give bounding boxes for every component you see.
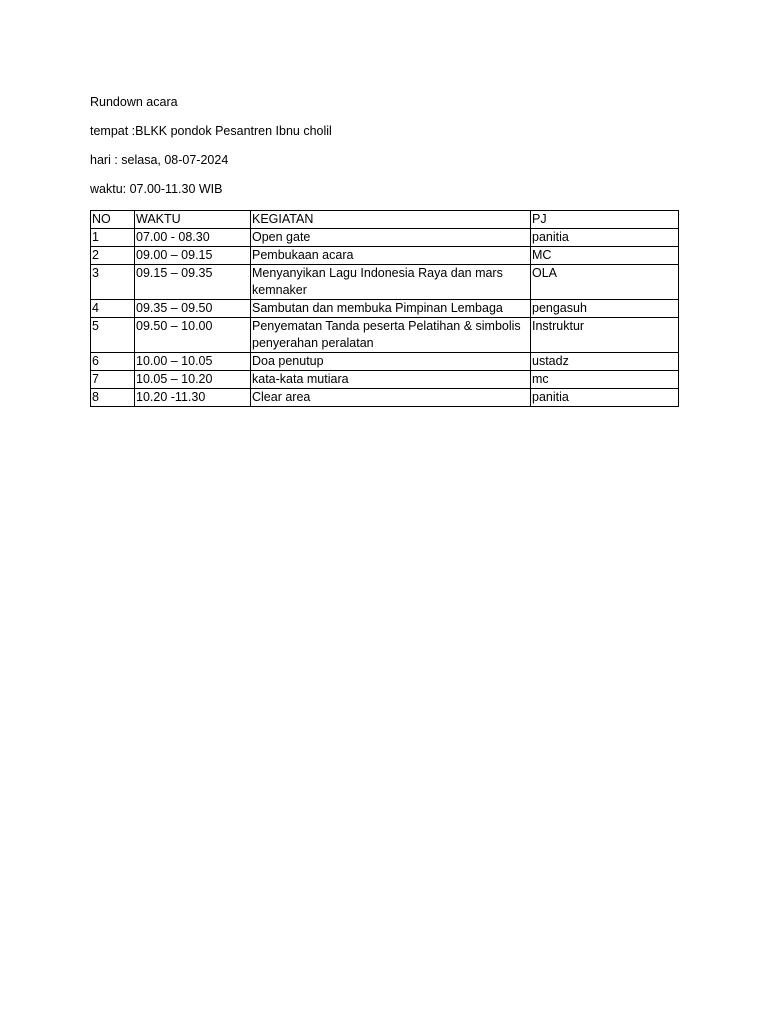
cell-pj: panitia: [531, 389, 679, 407]
day-line: hari : selasa, 08-07-2024: [90, 153, 229, 167]
table-row: [91, 300, 679, 318]
cell-no: 6: [91, 353, 135, 371]
cell-waktu: 07.00 - 08.30: [135, 229, 251, 247]
cell-kegiatan: Sambutan dan membuka Pimpinan Lembaga: [251, 300, 531, 318]
header-waktu: WAKTU: [135, 211, 251, 229]
cell-pj: pengasuh: [531, 300, 679, 318]
rundown-table: [90, 210, 679, 407]
cell-no: 4: [91, 300, 135, 318]
cell-pj: panitia: [531, 229, 679, 247]
cell-kegiatan: Open gate: [251, 229, 531, 247]
cell-kegiatan: Pembukaan acara: [251, 247, 531, 265]
table-header-row: [91, 211, 679, 229]
table-row: [91, 265, 679, 300]
table-row: [91, 318, 679, 353]
header-kegiatan: KEGIATAN: [251, 211, 531, 229]
cell-waktu: 10.00 – 10.05: [135, 353, 251, 371]
venue-line: tempat :BLKK pondok Pesantren Ibnu cholil: [90, 124, 332, 138]
cell-pj: mc: [531, 371, 679, 389]
cell-kegiatan: Menyanyikan Lagu Indonesia Raya dan mars kemnaker: [251, 265, 531, 300]
header-pj: PJ: [531, 211, 679, 229]
cell-waktu: 10.05 – 10.20: [135, 371, 251, 389]
cell-pj: Instruktur: [531, 318, 679, 353]
document-title: Rundown acara: [90, 95, 178, 109]
cell-pj: MC: [531, 247, 679, 265]
cell-no: 2: [91, 247, 135, 265]
cell-pj: ustadz: [531, 353, 679, 371]
cell-waktu: 09.00 – 09.15: [135, 247, 251, 265]
cell-kegiatan: Doa penutup: [251, 353, 531, 371]
time-line: waktu: 07.00-11.30 WIB: [90, 182, 223, 196]
header-no: NO: [91, 211, 135, 229]
table-row: [91, 371, 679, 389]
cell-no: 8: [91, 389, 135, 407]
table-row: [91, 247, 679, 265]
cell-no: 7: [91, 371, 135, 389]
cell-waktu: 09.35 – 09.50: [135, 300, 251, 318]
cell-no: 3: [91, 265, 135, 300]
cell-no: 5: [91, 318, 135, 353]
cell-kegiatan: Penyematan Tanda peserta Pelatihan & simbolis penyerahan peralatan: [251, 318, 531, 353]
table-row: [91, 389, 679, 407]
cell-kegiatan: kata-kata mutiara: [251, 371, 531, 389]
cell-kegiatan: Clear area: [251, 389, 531, 407]
table-row: [91, 353, 679, 371]
cell-no: 1: [91, 229, 135, 247]
table-row: [91, 229, 679, 247]
cell-waktu: 09.50 – 10.00: [135, 318, 251, 353]
cell-pj: OLA: [531, 265, 679, 300]
cell-waktu: 09.15 – 09.35: [135, 265, 251, 300]
cell-waktu: 10.20 -11.30: [135, 389, 251, 407]
